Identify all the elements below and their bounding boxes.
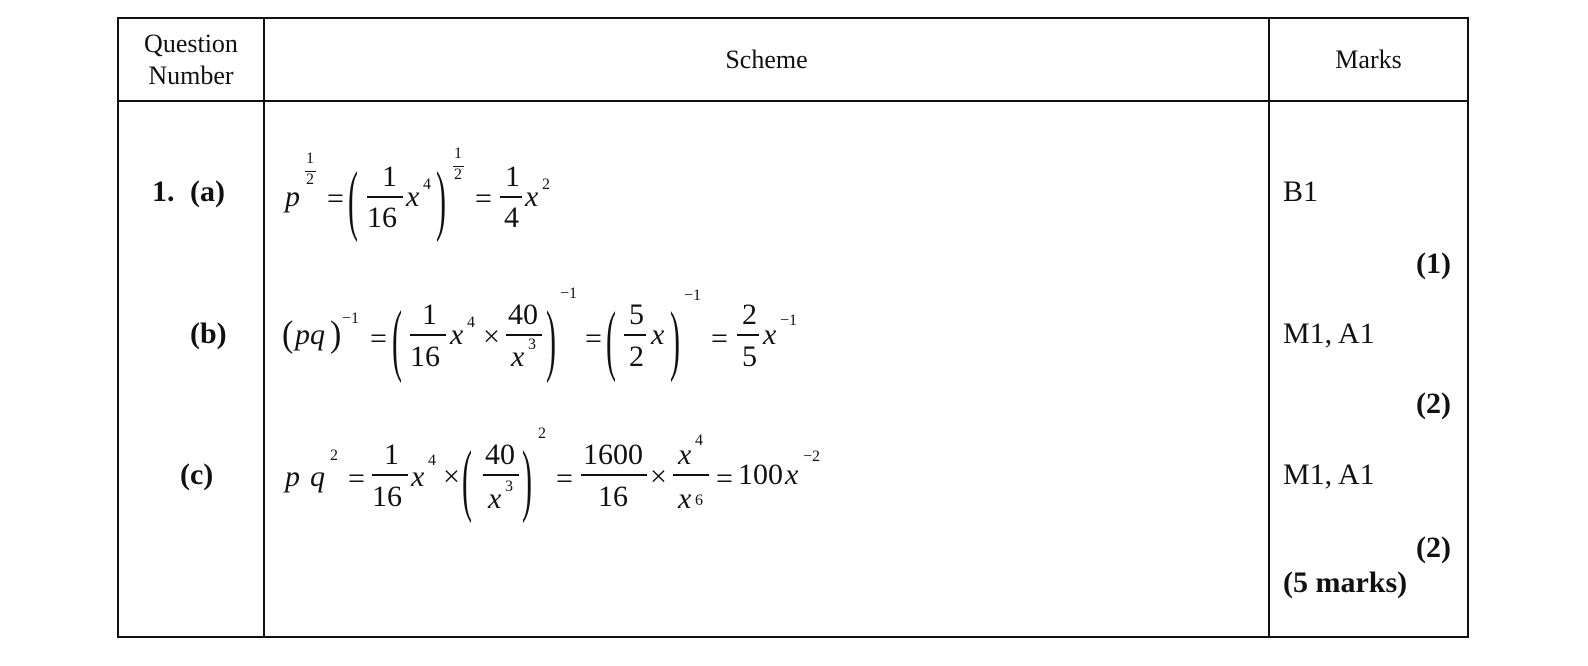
question-number: 1. [152,175,175,208]
subtotal-c: (2) [1416,531,1451,564]
subtotal-a: (1) [1416,247,1451,280]
header-question-line2: Number [148,61,234,90]
table-border-bottom [117,636,1469,638]
part-label-a: (a) [190,175,225,208]
mark-a: B1 [1283,175,1319,208]
subtotal-b: (2) [1416,387,1451,420]
mark-b: M1, A1 [1283,317,1375,350]
table-border-right [1467,17,1469,638]
column-divider-question [263,17,265,638]
header-question-number [119,28,263,92]
table-border-top [117,17,1469,19]
total-marks: (5 marks) [1283,566,1408,599]
mark-c: M1, A1 [1283,458,1375,491]
header-divider [117,100,1469,102]
table-border-left [117,17,119,638]
part-label-c: (c) [180,458,214,491]
header-marks: Marks [1335,45,1402,74]
column-divider-marks [1268,17,1270,638]
header-question-line1: Question [144,29,238,58]
header-scheme: Scheme [725,45,808,74]
part-label-b: (b) [190,317,227,350]
